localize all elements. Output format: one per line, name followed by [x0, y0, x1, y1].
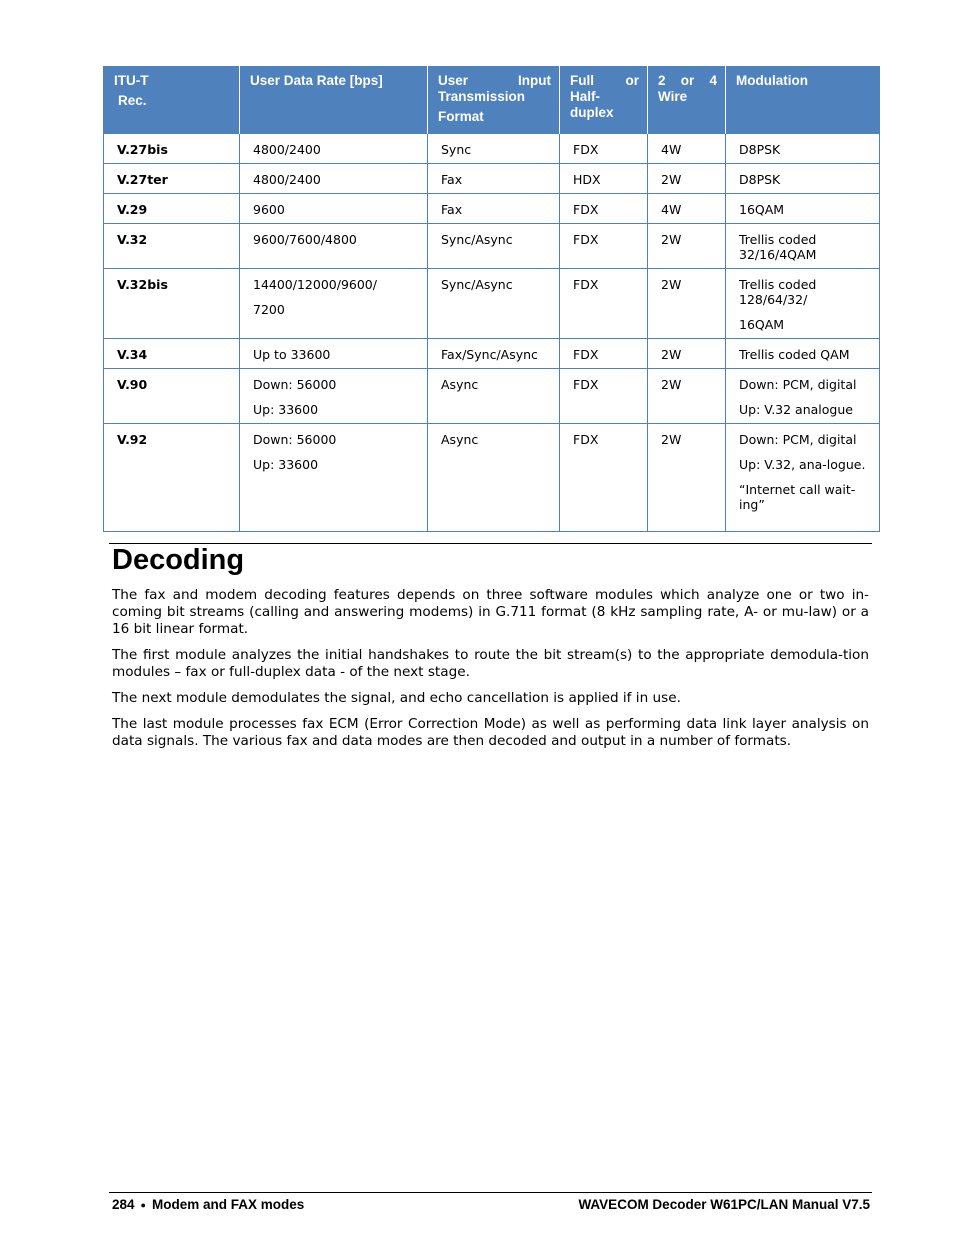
cell-wire: 4W — [648, 134, 726, 164]
cell-rec: V.27bis — [104, 134, 240, 164]
body-paragraph: The next module demodulates the signal, and echo cancellation is applied if in use. — [112, 690, 681, 706]
header-modulation-label: Modulation — [736, 73, 808, 88]
modem-standards-table — [103, 66, 880, 532]
chapter-title: Modem and FAX modes — [151, 1197, 305, 1212]
header-wire — [648, 67, 726, 134]
cell-modulation-line: 16QAM — [739, 202, 785, 217]
bullet-icon: ● — [140, 1200, 146, 1210]
header-wire-word2: or — [680, 73, 695, 88]
footer-left — [112, 1197, 304, 1212]
table-row — [104, 269, 880, 339]
cell-rate — [240, 224, 428, 269]
cell-modulation — [726, 134, 880, 164]
table-header-row — [104, 67, 880, 134]
table-row — [104, 134, 880, 164]
table-row — [104, 164, 880, 194]
cell-rec: V.32 — [104, 224, 240, 269]
cell-rate — [240, 164, 428, 194]
header-data-rate-label: User Data Rate [bps] — [250, 73, 383, 88]
header-itu-rec — [104, 67, 240, 134]
cell-wire: 2W — [648, 424, 726, 532]
cell-modulation-line: “Internet call wait-ing” — [739, 482, 856, 512]
cell-duplex: HDX — [560, 164, 648, 194]
cell-rec: V.90 — [104, 369, 240, 424]
section-body — [112, 587, 869, 759]
body-paragraph: The first module analyzes the initial handshakes to route the bit stream(s) to the appropriate demodula-tion modules – fax or full-duplex data - of the next stage. — [112, 647, 869, 680]
header-data-rate — [240, 67, 428, 134]
header-duplex-word2: or — [625, 73, 639, 88]
header-format-word1: User — [438, 73, 469, 88]
header-duplex — [560, 67, 648, 134]
cell-format: Fax/Sync/Async — [428, 339, 560, 369]
cell-modulation-line: D8PSK — [739, 142, 781, 157]
cell-wire: 4W — [648, 194, 726, 224]
cell-rate — [240, 339, 428, 369]
cell-wire: 2W — [648, 339, 726, 369]
cell-modulation-line: Down: PCM, digital — [739, 377, 857, 392]
header-wire-word3: 4 — [709, 73, 717, 88]
cell-modulation-line: Up: V.32 analogue — [739, 402, 853, 417]
cell-wire: 2W — [648, 164, 726, 194]
cell-rec: V.27ter — [104, 164, 240, 194]
cell-format: Fax — [428, 164, 560, 194]
cell-modulation-line: D8PSK — [739, 172, 781, 187]
cell-format: Fax — [428, 194, 560, 224]
page-footer — [112, 1197, 870, 1212]
body-paragraph: The last module processes fax ECM (Error Correction Mode) as well as performing data link layer analysis on data signals. The various fax and data modes are then decoded and output in a number of formats. — [112, 716, 869, 749]
cell-format: Sync/Async — [428, 269, 560, 339]
cell-rate-line: Down: 56000 — [253, 377, 337, 392]
cell-modulation-line: Trellis coded 32/16/4QAM — [739, 232, 817, 262]
footer-divider — [109, 1192, 872, 1193]
cell-modulation — [726, 164, 880, 194]
cell-wire: 2W — [648, 224, 726, 269]
cell-rate-line: 4800/2400 — [253, 172, 321, 187]
header-format — [428, 67, 560, 134]
cell-wire: 2W — [648, 369, 726, 424]
cell-rec: V.92 — [104, 424, 240, 532]
cell-rate-line: 7200 — [253, 302, 285, 317]
table-row — [104, 339, 880, 369]
section-heading: Decoding — [112, 544, 245, 576]
cell-rate-line: 14400/12000/9600/ — [253, 277, 377, 292]
header-wire-word1: 2 — [658, 73, 666, 88]
cell-rec: V.29 — [104, 194, 240, 224]
cell-modulation — [726, 194, 880, 224]
cell-format: Sync/Async — [428, 224, 560, 269]
header-duplex-word1: Full — [570, 73, 594, 88]
cell-modulation-line: Up: V.32, ana-logue. — [739, 457, 866, 472]
body-paragraph: The fax and modem decoding features depends on three software modules which analyze one or two in-coming bit streams (calling and answering modems) in G.711 format (8 kHz sampling rate, A- or mu-law) or a 16 bit linear format. — [112, 587, 869, 637]
cell-rate-line: Down: 56000 — [253, 432, 337, 447]
cell-rate — [240, 269, 428, 339]
header-format-word2: Input — [518, 73, 551, 88]
table-row — [104, 194, 880, 224]
table-row — [104, 369, 880, 424]
cell-modulation-line: Trellis coded QAM — [739, 347, 850, 362]
cell-rec: V.34 — [104, 339, 240, 369]
header-format-word4: Format — [438, 109, 484, 124]
cell-duplex: FDX — [560, 269, 648, 339]
cell-rate-line: Up: 33600 — [253, 457, 319, 472]
cell-duplex: FDX — [560, 194, 648, 224]
cell-rec: V.32bis — [104, 269, 240, 339]
page-number: 284 — [112, 1197, 135, 1212]
cell-modulation-line: Trellis coded 128/64/32/ — [739, 277, 817, 307]
cell-rate — [240, 134, 428, 164]
cell-duplex: FDX — [560, 424, 648, 532]
header-itu-line2: Rec. — [118, 93, 147, 108]
header-duplex-word3: Half- — [570, 89, 600, 104]
header-itu-line1: ITU-T — [114, 73, 149, 88]
cell-modulation — [726, 424, 880, 532]
cell-rate — [240, 369, 428, 424]
cell-duplex: FDX — [560, 369, 648, 424]
table-row — [104, 224, 880, 269]
cell-modulation — [726, 369, 880, 424]
header-duplex-word4: duplex — [570, 105, 614, 120]
header-wire-word4: Wire — [658, 89, 688, 104]
cell-duplex: FDX — [560, 224, 648, 269]
cell-modulation-line: 16QAM — [739, 317, 785, 332]
manual-title: WAVECOM Decoder W61PC/LAN Manual V7.5 — [578, 1197, 870, 1212]
cell-modulation — [726, 224, 880, 269]
cell-format: Async — [428, 424, 560, 532]
cell-modulation — [726, 269, 880, 339]
cell-modulation — [726, 339, 880, 369]
cell-format: Async — [428, 369, 560, 424]
cell-wire: 2W — [648, 269, 726, 339]
header-format-word3: Transmission — [438, 89, 526, 104]
cell-rate — [240, 424, 428, 532]
cell-rate — [240, 194, 428, 224]
cell-duplex: FDX — [560, 134, 648, 164]
cell-modulation-line: Down: PCM, digital — [739, 432, 857, 447]
cell-rate-line: 4800/2400 — [253, 142, 321, 157]
cell-rate-line: Up to 33600 — [253, 347, 331, 362]
header-modulation — [726, 67, 880, 134]
table-row — [104, 424, 880, 532]
cell-rate-line: 9600/7600/4800 — [253, 232, 357, 247]
cell-rate-line: 9600 — [253, 202, 285, 217]
cell-format: Sync — [428, 134, 560, 164]
cell-rate-line: Up: 33600 — [253, 402, 319, 417]
cell-duplex: FDX — [560, 339, 648, 369]
